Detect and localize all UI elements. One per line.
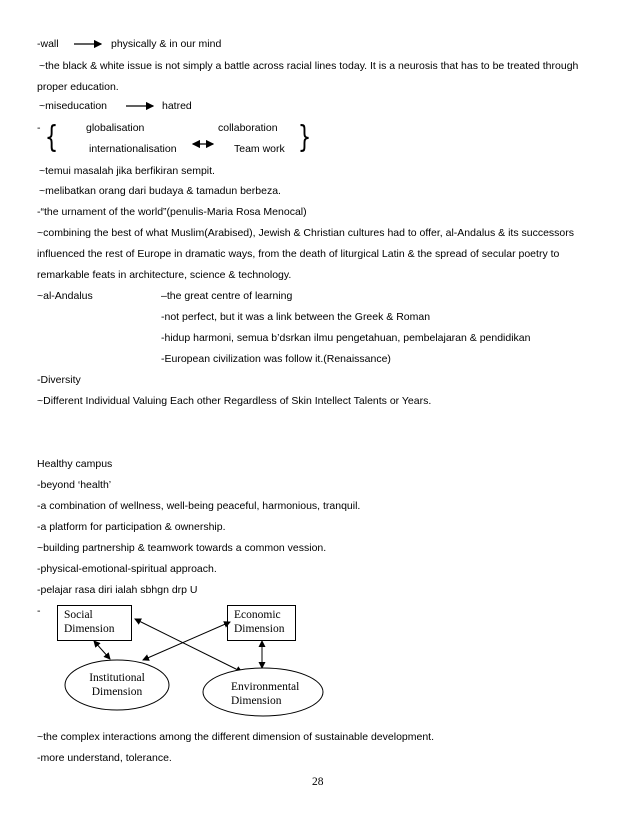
environmental-dimension-text [223, 680, 321, 708]
line-internationalisation: internationalisation [89, 143, 177, 155]
line-melibatkan: ~melibatkan orang dari budaya & tamadun berbeza. [39, 185, 281, 197]
line-wall: -wall [37, 38, 59, 50]
economic-dimension-box [227, 605, 296, 641]
line-building: ~building partnership & teamwork towards a common vession. [37, 542, 327, 554]
social-dimension-box [57, 605, 132, 641]
line-hatred: hatred [162, 100, 192, 112]
line-combining: ~combining the best of what Muslim(Arabised), Jewish & Christian cultures had to offer, al-Andalus & its successors [37, 227, 575, 239]
arrow-social-environmental [135, 619, 242, 672]
line-diversity: -Diversity [37, 374, 81, 386]
line-not-perfect: -not perfect, but it was a link between the Greek & Roman [161, 311, 431, 323]
arrow-social-institutional [94, 641, 110, 659]
page-number: 28 [312, 776, 324, 788]
line-dash: - [37, 122, 41, 134]
environmental-label-2: Dimension [231, 695, 282, 707]
social-label-2: Dimension [64, 623, 115, 635]
line-pelajar: -pelajar rasa diri ialah sbhgn drp U [37, 584, 198, 596]
economic-label-2: Dimension [234, 623, 285, 635]
line-combination: -a combination of wellness, well-being peaceful, harmonious, tranquil. [37, 500, 361, 512]
line-more-understand: -more understand, tolerance. [37, 752, 172, 764]
line-healthy-campus: Healthy campus [37, 458, 113, 470]
line-proper-education: proper education. [37, 81, 119, 93]
left-brace: { [44, 120, 59, 155]
line-temui: ~temui masalah jika berfikiran sempit. [39, 165, 215, 177]
line-remarkable: remarkable feats in architecture, science & technology. [37, 269, 292, 281]
line-physically: physically & in our mind [111, 38, 222, 50]
line-miseducation: ~miseducation [39, 100, 107, 112]
economic-label-1: Economic [234, 609, 281, 621]
line-diagram-dash: - [37, 605, 41, 617]
line-beyond-health: -beyond ‘health’ [37, 479, 112, 491]
environmental-label-1: Environmental [231, 681, 300, 693]
line-al-andalus: ~al-Andalus [37, 290, 93, 302]
line-different-individual: ~Different Individual Valuing Each other Regardless of Skin Intellect Talents or Years. [37, 395, 432, 407]
line-racial: ~the black & white issue is not simply a battle across racial lines today. It is a neurosis that has to be treated through [39, 60, 579, 72]
line-hidup-harmoni: -hidup harmoni, semua b’dsrkan ilmu pengetahuan, pembelajaran & pendidikan [161, 332, 531, 344]
line-platform: -a platform for participation & ownership. [37, 521, 226, 533]
social-label-1: Social [64, 609, 93, 621]
institutional-label-1: Institutional [89, 672, 145, 684]
line-complex-interactions: ~the complex interactions among the different dimension of sustainable development. [37, 731, 435, 743]
arrow-economic-institutional [143, 622, 230, 660]
line-collaboration: collaboration [218, 122, 278, 134]
line-teamwork: Team work [234, 143, 285, 155]
line-great-centre: –the great centre of learning [161, 290, 293, 302]
line-urnament: -“the urnament of the world”(penulis-Maria Rosa Menocal) [37, 206, 307, 218]
right-brace: } [297, 120, 312, 155]
institutional-label-2: Dimension [91, 686, 143, 698]
line-physical: -physical-emotional-spiritual approach. [37, 563, 217, 575]
institutional-dimension-text [77, 671, 157, 699]
line-globalisation: globalisation [86, 122, 145, 134]
line-european: -European civilization was follow it.(Renaissance) [161, 353, 391, 365]
line-influenced: influenced the rest of Europe in dramatic ways, from the death of liturgical Latin & the spread of secular poetry to [37, 248, 560, 260]
